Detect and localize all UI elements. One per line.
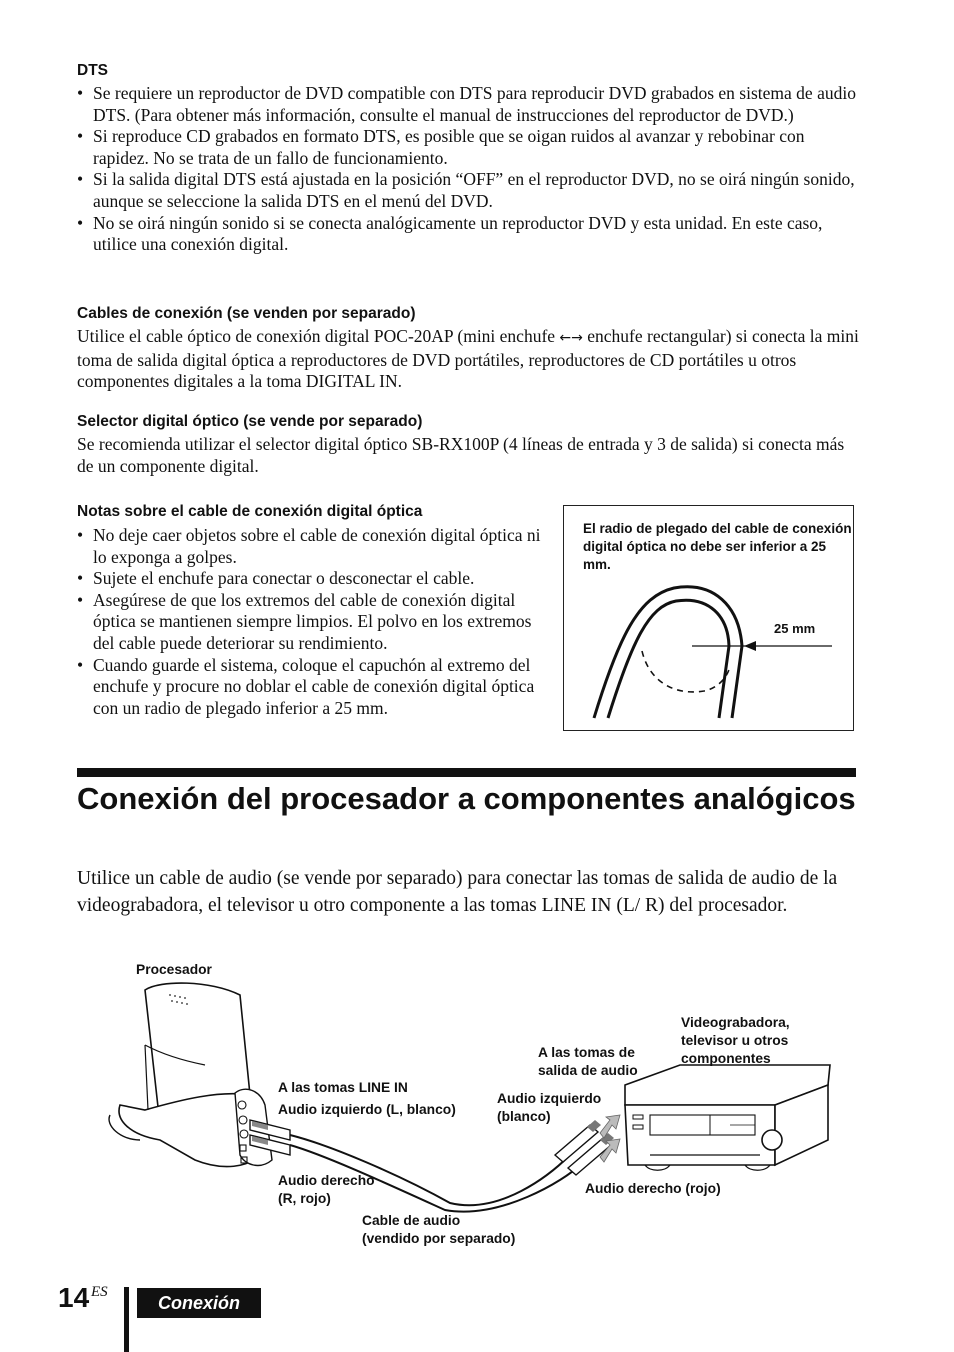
double-arrow-icon: ←→ xyxy=(559,330,583,346)
label-audio-left-white xyxy=(497,1090,601,1126)
cables-heading: Cables de conexión (se venden por separado) xyxy=(77,305,416,322)
label-line: (vendido por separado) xyxy=(362,1231,516,1246)
label-processor: Procesador xyxy=(136,962,212,977)
bend-radius-caption: El radio de plegado del cable de conexión digital óptica no debe ser inferior a 25 mm. xyxy=(583,521,852,572)
list-item: • Se requiere un reproductor de DVD compatible con DTS para reproducir DVD grabados en sistema de audio DTS. (Para obtener más información, consulte el manual de instrucciones del reproductor de DVD.) xyxy=(77,83,862,126)
label-line: (blanco) xyxy=(497,1109,551,1124)
label-audio-left-l: Audio izquierdo (L, blanco) xyxy=(278,1102,456,1117)
notes-bullet-list xyxy=(77,525,552,719)
section-intro: Utilice un cable de audio (se vende por separado) para conectar las tomas de salida de audio de la videograbadora, el televisor u otro componente a las tomas LINE IN (L/ R) del procesador. xyxy=(77,868,838,916)
label-line: (R, rojo) xyxy=(278,1191,331,1206)
connection-illustration xyxy=(100,975,840,1215)
list-item: • Si la salida digital DTS está ajustada en la posición “OFF” en el reproductor DVD, no se oirá ningún sonido, aunque se seleccione la salida DTS en el menú del DVD. xyxy=(77,169,862,212)
bent-cable-illustration xyxy=(564,506,855,732)
cables-text-before: Utilice el cable óptico de conexión digital POC-20AP (mini enchufe xyxy=(77,326,556,346)
dts-heading: DTS xyxy=(77,62,108,79)
label-line: Audio izquierdo xyxy=(497,1091,602,1106)
cables-text-after: enchufe rectangular) si conecta la mini toma de salida digital óptica a reproductores de DVD portátiles, reproductores de CD portátiles u otros componentes digitales a la toma DIGITAL IN. xyxy=(77,326,859,392)
selector-heading: Selector digital óptico (se vende por separado) xyxy=(77,413,423,430)
page-title: Conexión del procesador a componentes analógicos xyxy=(77,781,856,816)
list-item: • No se oirá ningún sonido si se conecta analógicamente un reproductor DVD y esta unidad. En este caso, utilice una conexión digital. xyxy=(77,213,862,256)
label-vcr xyxy=(681,1014,790,1068)
label-line: componentes xyxy=(681,1051,771,1066)
label-audio-right-r xyxy=(278,1172,375,1208)
dts-bullet-list xyxy=(77,83,862,256)
label-line: Audio derecho xyxy=(278,1173,375,1188)
selector-paragraph: Se recomienda utilizar el selector digital óptico SB-RX100P (4 líneas de entrada y 3 de salida) si conecta más de un componente digital. xyxy=(77,434,845,476)
page-number: 14 xyxy=(58,1282,90,1313)
list-item: • Cuando guarde el sistema, coloque el capuchón al extremo del enchufe y procure no doblar el cable de conexión digital óptica con un radio de plegado inferior a 25 mm. xyxy=(77,655,552,720)
label-audio-cable xyxy=(362,1212,515,1248)
section-rule xyxy=(77,768,856,777)
label-line: Videograbadora, xyxy=(681,1015,790,1030)
list-item: • Si reproduce CD grabados en formato DTS, es posible que se oigan ruidos al avanzar y rebobinar con rapidez. No se trata de un fallo de funcionamiento. xyxy=(77,126,862,169)
label-audio-right-red: Audio derecho (rojo) xyxy=(585,1181,721,1196)
notes-heading: Notas sobre el cable de conexión digital óptica xyxy=(77,503,423,520)
label-line: A las tomas de xyxy=(538,1045,635,1060)
label-audio-out xyxy=(538,1044,638,1080)
list-item: • Asegúrese de que los extremos del cable de conexión digital óptica se mantienen siempre limpios. El polvo en los extremos del cable puede deteriorar su rendimiento. xyxy=(77,590,552,655)
section-tab: Conexión xyxy=(137,1288,261,1318)
label-line: salida de audio xyxy=(538,1063,638,1078)
footer-divider xyxy=(124,1287,129,1352)
language-code: ES xyxy=(91,1284,108,1300)
label-line: televisor u otros xyxy=(681,1033,789,1048)
label-line-in: A las tomas LINE IN xyxy=(278,1080,408,1095)
label-line: Cable de audio xyxy=(362,1213,461,1228)
bend-radius-figure xyxy=(563,505,854,731)
cables-paragraph xyxy=(77,326,862,393)
list-item: • No deje caer objetos sobre el cable de conexión digital óptica ni lo exponga a golpes. xyxy=(77,525,552,568)
radius-label: 25 mm xyxy=(774,621,816,636)
list-item: • Sujete el enchufe para conectar o desconectar el cable. xyxy=(77,568,552,590)
